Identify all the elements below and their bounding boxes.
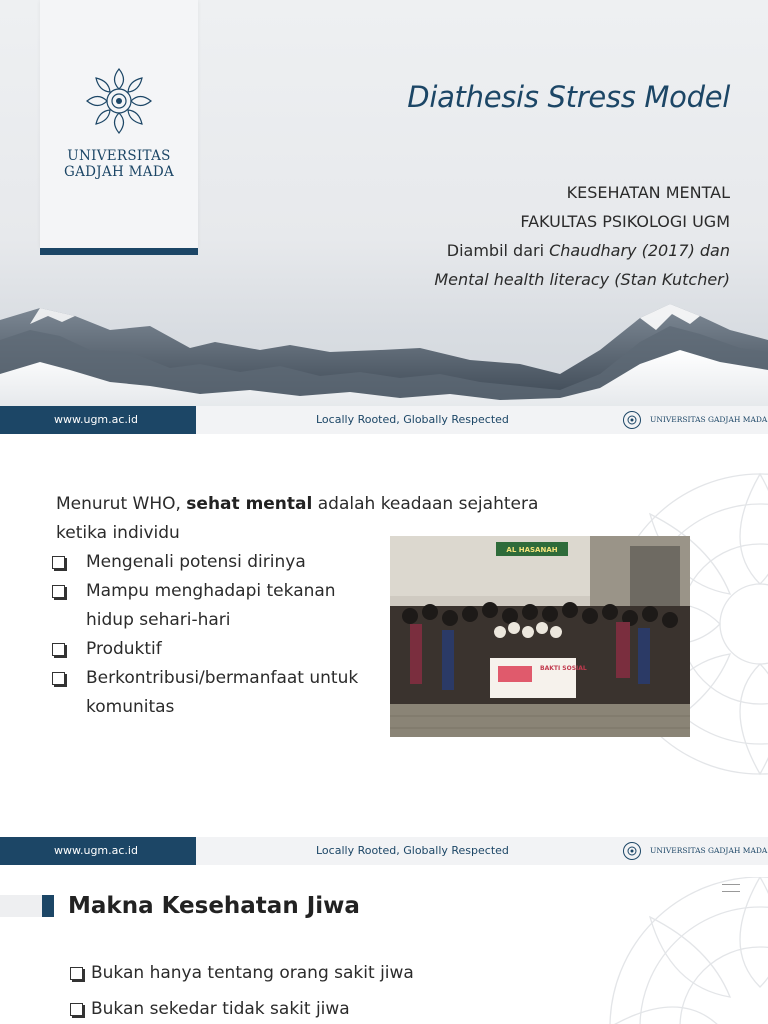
ugm-seal-small-icon — [622, 410, 642, 430]
list-item — [52, 548, 372, 577]
subtitle-line-1: KESEHATAN MENTAL — [566, 183, 730, 202]
content-slide-who — [0, 434, 768, 837]
list-item-text: Produktif — [86, 639, 162, 659]
list-item-text: Bukan sekedar tidak sakit jiwa — [91, 999, 350, 1019]
checkbox-bullet-icon — [52, 643, 65, 656]
checkbox-bullet-icon — [70, 1003, 83, 1016]
group-photo — [390, 536, 690, 737]
ugm-seal-small-icon — [622, 841, 642, 861]
list-item — [70, 955, 414, 991]
list-item-text: Berkontribusi/bermanfaat untuk komunitas — [86, 668, 359, 717]
university-line-2: GADJAH MADA — [63, 164, 175, 180]
university-line-1: UNIVERSITAS — [67, 148, 171, 164]
list-item — [52, 635, 372, 664]
source-line-1 — [434, 236, 730, 265]
source-ref-1: Chaudhary (2017) dan — [549, 241, 730, 260]
intro-keyword: sehat mental — [186, 494, 313, 514]
section-heading: Makna Kesehatan Jiwa — [68, 893, 360, 919]
footer-brand: UNIVERSITAS GADJAH MADA — [650, 415, 768, 424]
checkbox-bullet-icon — [52, 556, 65, 569]
list-item-text: Mampu menghadapi tekanan hidup sehari-hari — [86, 581, 336, 630]
checkbox-bullet-icon — [52, 585, 65, 598]
title-slide — [0, 0, 768, 434]
footer-url[interactable]: www.ugm.ac.id — [0, 406, 196, 434]
photo-banner-text: BAKTI SOSIAL — [540, 665, 587, 672]
footer-bar — [0, 837, 768, 865]
mountain-landscape-image — [0, 290, 768, 406]
footer-bar — [0, 406, 768, 434]
list-item-text: Mengenali potensi dirinya — [86, 552, 306, 572]
ugm-seal-icon — [84, 66, 154, 136]
list-item — [52, 577, 372, 635]
menu-lines-icon — [722, 884, 740, 892]
footer-url[interactable]: www.ugm.ac.id — [0, 837, 196, 865]
footer-brand: UNIVERSITAS GADJAH MADA — [650, 846, 768, 855]
photo-sign-text: AL HASANAH — [506, 546, 558, 554]
subtitle-line-2: FAKULTAS PSIKOLOGI UGM — [520, 212, 730, 231]
heading-accent-bar — [42, 895, 54, 917]
slide-subtitle — [434, 178, 730, 294]
slide-title: Diathesis Stress Model — [407, 80, 730, 114]
university-wordmark — [40, 148, 198, 180]
footer-motto: Locally Rooted, Globally Respected — [316, 844, 509, 857]
source-ref-2: Mental health literacy (Stan Kutcher) — [434, 270, 730, 289]
checkbox-bullet-icon — [70, 967, 83, 980]
meaning-list — [70, 955, 414, 1024]
group-photo-illustration — [390, 536, 690, 737]
source-prefix: Diambil dari — [446, 241, 550, 260]
intro-prefix: Menurut WHO, — [56, 494, 187, 514]
who-criteria-list — [52, 548, 372, 722]
logo-card-underline — [40, 248, 198, 255]
footer-motto: Locally Rooted, Globally Respected — [316, 413, 509, 426]
batik-watermark-icon — [560, 877, 768, 1024]
logo-card — [40, 0, 198, 248]
intro-suffix: adalah keadaan sejahtera ketika individu — [56, 494, 539, 543]
list-item — [70, 991, 414, 1024]
content-slide-meaning — [0, 837, 768, 1024]
list-item-text: Bukan hanya tentang orang sakit jiwa — [91, 963, 414, 983]
checkbox-bullet-icon — [52, 672, 65, 685]
heading-accent-background — [0, 895, 46, 917]
list-item — [52, 664, 372, 722]
